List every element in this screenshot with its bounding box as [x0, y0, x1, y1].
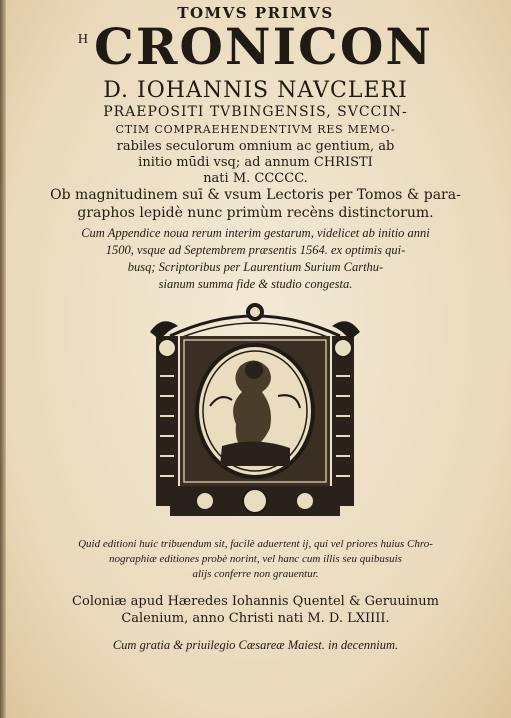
- privilege-line: Cum gratia & priuilegio Cæsareæ Maiest. in decennium.: [112, 638, 399, 652]
- appendix-line: sianum summa fide & studio congesta.: [158, 277, 353, 291]
- praepositi-line: PRAEPOSITI TVBINGENSIS, SVCCIN-: [103, 104, 408, 120]
- appendix-line: Cum Appendice noua rerum interim gestarum, videlicet ab initio anni: [81, 226, 430, 240]
- main-title: CRONICON: [94, 17, 434, 76]
- description-line: initio mūdi vsq; ad annum CHRISTI: [138, 155, 373, 170]
- appendix-line: busq; Scriptoribus per Laurentium Surium Carthu-: [127, 260, 384, 274]
- quid-line: alijs conferre non grauentur.: [192, 568, 319, 580]
- quid-line: Quid editioni huic tribuendum sit, facilè aduertent ij, qui vel priores huius Chro-: [78, 538, 433, 550]
- appendix-line: 1500, vsque ad Septembrem præsentis 1564. ex optimis qui-: [105, 243, 406, 257]
- main-title-line: [0, 17, 511, 76]
- author-line: D. IOHANNIS NAVCLERI: [103, 78, 408, 103]
- imprint-line: Calenium, anno Christi nati M. D. LXIIII.: [121, 611, 390, 626]
- description-line: nati M. CCCCC.: [203, 171, 308, 186]
- description-line: rabiles seculorum omnium ac gentium, ab: [116, 139, 395, 154]
- imprint-line: Coloniæ apud Hæredes Iohannis Quentel & Geruuinum: [72, 594, 439, 609]
- volume-label: TOMVS PRIMVS: [177, 4, 334, 22]
- description-line: CTIM COMPRAEHENDENTIVM RES MEMO-: [115, 123, 396, 136]
- ob-line: Ob magnitudinem suī & vsum Lectoris per Tomos & para-: [50, 187, 461, 203]
- ob-line: graphos lepidè nunc primùm recèns distinctorum.: [77, 205, 434, 221]
- initial-mark: H: [77, 32, 89, 47]
- quid-line: nographiæ editiones probè norint, vel hanc cum illis seu quibusuis: [109, 553, 402, 565]
- printers-mark-woodcut: [150, 296, 360, 524]
